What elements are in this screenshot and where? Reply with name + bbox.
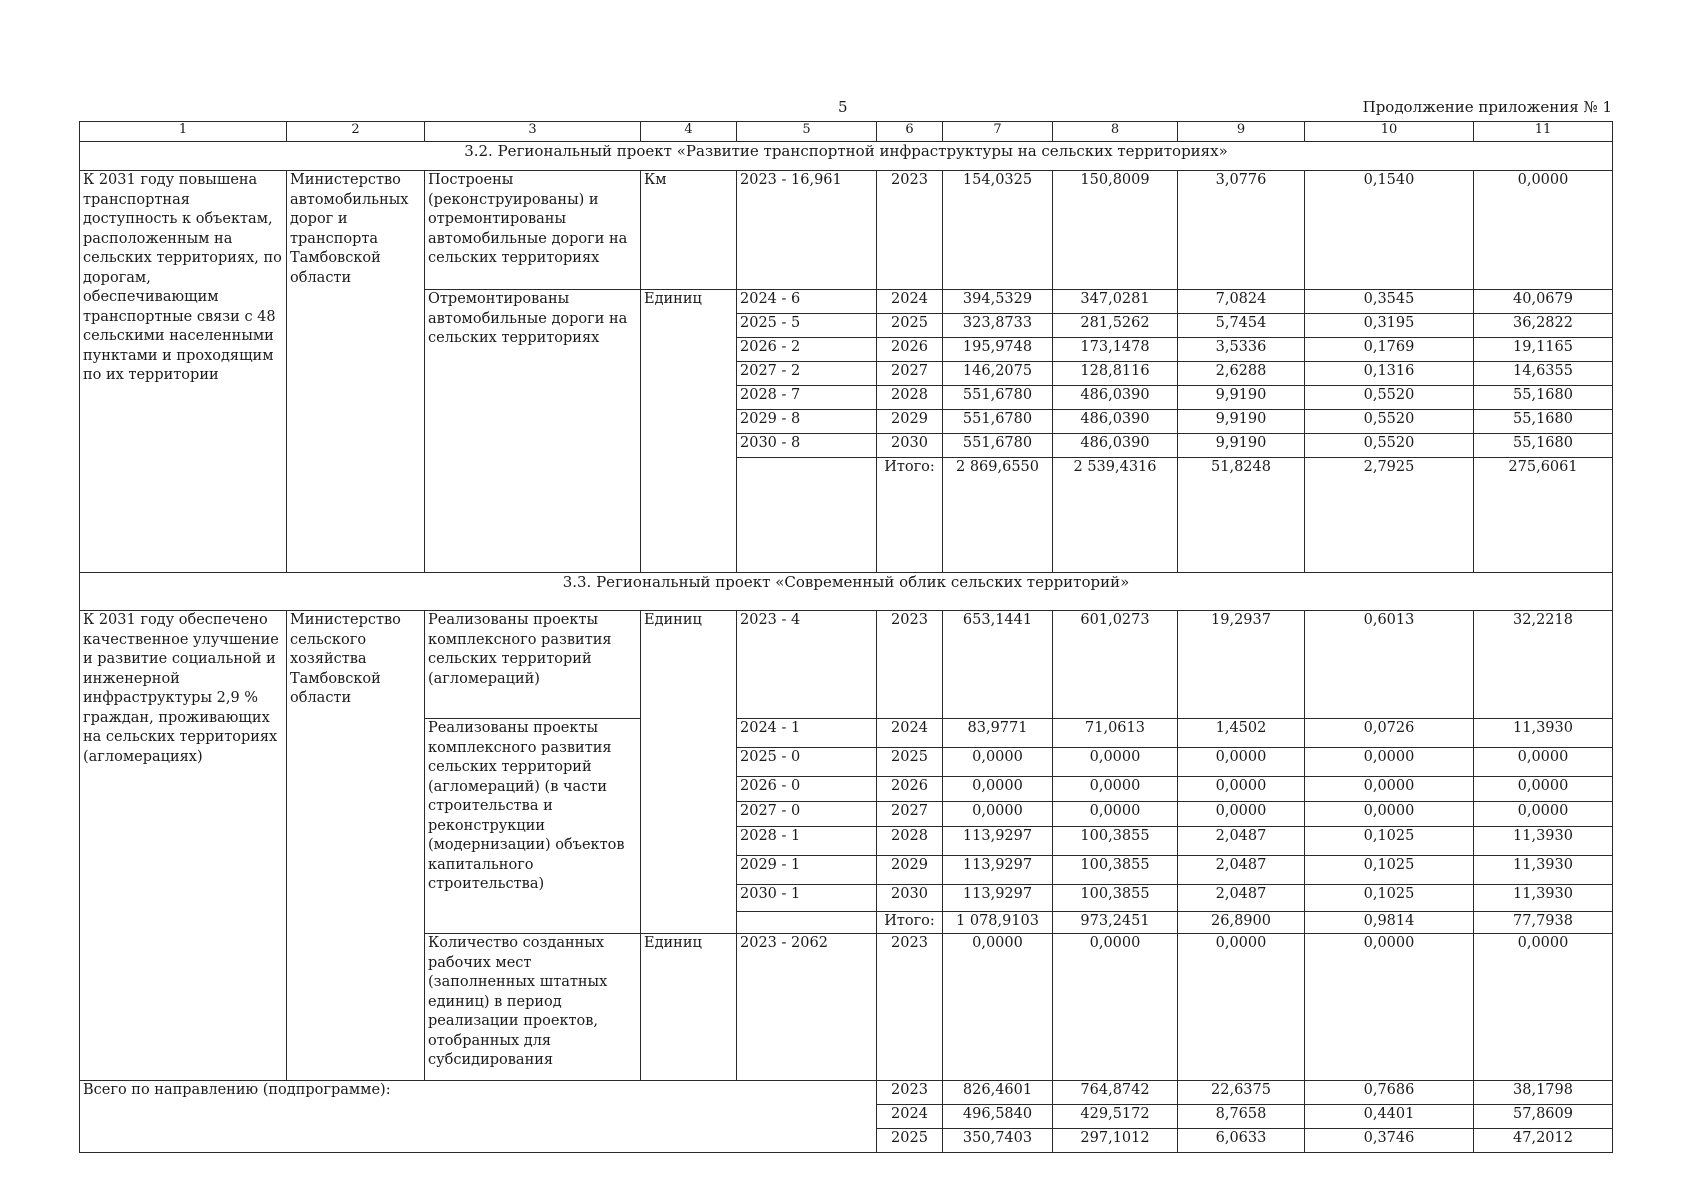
value-cell-c11: 57,8609 xyxy=(1474,1105,1613,1129)
value-cell-c9: 2,0487 xyxy=(1178,827,1305,856)
value-cell-c9: 3,5336 xyxy=(1178,338,1305,362)
total-label: Итого: xyxy=(877,458,943,573)
value-cell-c11: 0,0000 xyxy=(1474,934,1613,1081)
value-cell-c8: 281,5262 xyxy=(1053,314,1178,338)
value-cell-c11: 47,2012 xyxy=(1474,1129,1613,1153)
value-cell-c8: 0,0000 xyxy=(1053,748,1178,777)
value-cell-c8: 486,0390 xyxy=(1053,410,1178,434)
target-cell: 2024 - 1 xyxy=(737,719,877,748)
value-cell-c11: 275,6061 xyxy=(1474,458,1613,573)
value-cell-c11: 14,6355 xyxy=(1474,362,1613,386)
value-cell-c8: 173,1478 xyxy=(1053,338,1178,362)
value-cell-c10: 0,0000 xyxy=(1305,802,1474,827)
value-cell-c10: 0,1025 xyxy=(1305,827,1474,856)
total-label: Итого: xyxy=(877,912,943,934)
unit-cell: Единиц xyxy=(641,290,737,573)
value-cell-c10: 0,0726 xyxy=(1305,719,1474,748)
value-cell-c8: 71,0613 xyxy=(1053,719,1178,748)
value-cell-c8: 486,0390 xyxy=(1053,386,1178,410)
value-cell-c9: 2,6288 xyxy=(1178,362,1305,386)
value-cell-c11: 38,1798 xyxy=(1474,1081,1613,1105)
year-cell: 2030 xyxy=(877,885,943,912)
value-cell-c10: 0,1769 xyxy=(1305,338,1474,362)
value-cell-c8: 429,5172 xyxy=(1053,1105,1178,1129)
value-cell-c9: 51,8248 xyxy=(1178,458,1305,573)
value-cell-c7: 0,0000 xyxy=(943,934,1053,1081)
value-cell-c10: 0,3195 xyxy=(1305,314,1474,338)
value-cell-c10: 0,1316 xyxy=(1305,362,1474,386)
target-cell: 2026 - 0 xyxy=(737,777,877,802)
value-cell-c10: 0,5520 xyxy=(1305,410,1474,434)
year-cell: 2027 xyxy=(877,802,943,827)
value-cell-c7: 496,5840 xyxy=(943,1105,1053,1129)
year-cell: 2027 xyxy=(877,362,943,386)
value-cell-c11: 11,3930 xyxy=(1474,885,1613,912)
value-cell-c7: 113,9297 xyxy=(943,885,1053,912)
value-cell-c8: 100,3855 xyxy=(1053,885,1178,912)
column-number-9: 9 xyxy=(1178,122,1305,142)
value-cell-c11: 11,3930 xyxy=(1474,827,1613,856)
value-cell-c11: 0,0000 xyxy=(1474,171,1613,290)
target-cell: 2030 - 8 xyxy=(737,434,877,458)
year-cell: 2024 xyxy=(877,1105,943,1129)
target-cell: 2029 - 8 xyxy=(737,410,877,434)
year-cell: 2023 xyxy=(877,171,943,290)
target-cell: 2024 - 6 xyxy=(737,290,877,314)
target-cell: 2027 - 2 xyxy=(737,362,877,386)
year-cell: 2026 xyxy=(877,777,943,802)
value-cell-c8: 2 539,4316 xyxy=(1053,458,1178,573)
column-number-10: 10 xyxy=(1305,122,1474,142)
value-cell-c7: 653,1441 xyxy=(943,611,1053,719)
value-cell-c11: 40,0679 xyxy=(1474,290,1613,314)
section-title-3-2: 3.2. Региональный проект «Развитие транспортной инфраструктуры на сельских территориях» xyxy=(80,142,1613,171)
value-cell-c11: 0,0000 xyxy=(1474,802,1613,827)
value-cell-c7: 350,7403 xyxy=(943,1129,1053,1153)
result-description: К 2031 году обеспечено качественное улучшение и развитие социальной и инженерной инфраструктуры 2,9 % граждан, проживающих на сельских территориях (агломерациях) xyxy=(80,611,287,1081)
value-cell-c10: 0,5520 xyxy=(1305,386,1474,410)
value-cell-c9: 0,0000 xyxy=(1178,802,1305,827)
value-cell-c7: 826,4601 xyxy=(943,1081,1053,1105)
value-cell-c8: 486,0390 xyxy=(1053,434,1178,458)
value-cell-c7: 394,5329 xyxy=(943,290,1053,314)
value-cell-c11: 32,2218 xyxy=(1474,611,1613,719)
target-cell: 2028 - 1 xyxy=(737,827,877,856)
value-cell-c9: 9,9190 xyxy=(1178,410,1305,434)
unit-cell: Единиц xyxy=(641,934,737,1081)
value-cell-c8: 0,0000 xyxy=(1053,802,1178,827)
value-cell-c9: 9,9190 xyxy=(1178,434,1305,458)
value-cell-c7: 146,2075 xyxy=(943,362,1053,386)
value-cell-c7: 113,9297 xyxy=(943,827,1053,856)
value-cell-c9: 6,0633 xyxy=(1178,1129,1305,1153)
value-cell-c10: 0,3545 xyxy=(1305,290,1474,314)
value-cell-c9: 19,2937 xyxy=(1178,611,1305,719)
section-title-3-3: 3.3. Региональный проект «Современный облик сельских территорий» xyxy=(80,573,1613,611)
value-cell-c8: 973,2451 xyxy=(1053,912,1178,934)
year-cell: 2025 xyxy=(877,1129,943,1153)
value-cell-c10: 2,7925 xyxy=(1305,458,1474,573)
continuation-label: Продолжение приложения № 1 xyxy=(1362,98,1612,116)
value-cell-c8: 128,8116 xyxy=(1053,362,1178,386)
year-cell: 2025 xyxy=(877,748,943,777)
result-description: К 2031 году повышена транспортная доступность к объектам, расположенным на сельских территориях, по дорогам, обеспечивающим транспортные связи с 48 сельскими населенными пунктами и проходящим по их территории xyxy=(80,171,287,573)
year-cell: 2030 xyxy=(877,434,943,458)
value-cell-c10: 0,9814 xyxy=(1305,912,1474,934)
target-cell: 2023 - 2062 xyxy=(737,934,877,1081)
value-cell-c11: 36,2822 xyxy=(1474,314,1613,338)
target-cell: 2023 - 16,961 xyxy=(737,171,877,290)
year-cell: 2024 xyxy=(877,719,943,748)
value-cell-c11: 55,1680 xyxy=(1474,386,1613,410)
value-cell-c8: 601,0273 xyxy=(1053,611,1178,719)
summary-label: Всего по направлению (подпрограмме): xyxy=(80,1081,877,1153)
executor-name: Министерство сельского хозяйства Тамбовской области xyxy=(287,611,425,1081)
value-cell-c7: 195,9748 xyxy=(943,338,1053,362)
value-cell-c11: 0,0000 xyxy=(1474,777,1613,802)
year-cell: 2023 xyxy=(877,1081,943,1105)
value-cell-c11: 77,7938 xyxy=(1474,912,1613,934)
value-cell-c10: 0,0000 xyxy=(1305,934,1474,1081)
value-cell-c7: 1 078,9103 xyxy=(943,912,1053,934)
value-cell-c10: 0,1025 xyxy=(1305,856,1474,885)
value-cell-c9: 26,8900 xyxy=(1178,912,1305,934)
value-cell-c8: 297,1012 xyxy=(1053,1129,1178,1153)
value-cell-c7: 154,0325 xyxy=(943,171,1053,290)
target-cell: 2030 - 1 xyxy=(737,885,877,912)
value-cell-c9: 0,0000 xyxy=(1178,934,1305,1081)
appendix-table xyxy=(79,121,1613,1153)
value-cell-c9: 2,0487 xyxy=(1178,885,1305,912)
unit-cell: Единиц xyxy=(641,611,737,934)
column-number-6: 6 xyxy=(877,122,943,142)
unit-cell: Км xyxy=(641,171,737,290)
value-cell-c11: 0,0000 xyxy=(1474,748,1613,777)
value-cell-c9: 8,7658 xyxy=(1178,1105,1305,1129)
value-cell-c10: 0,1025 xyxy=(1305,885,1474,912)
value-cell-c9: 9,9190 xyxy=(1178,386,1305,410)
value-cell-c9: 22,6375 xyxy=(1178,1081,1305,1105)
column-number-1: 1 xyxy=(80,122,287,142)
value-cell-c9: 1,4502 xyxy=(1178,719,1305,748)
column-number-3: 3 xyxy=(425,122,641,142)
value-cell-c10: 0,6013 xyxy=(1305,611,1474,719)
value-cell-c10: 0,5520 xyxy=(1305,434,1474,458)
target-cell: 2025 - 0 xyxy=(737,748,877,777)
page-number: 5 xyxy=(838,98,848,116)
target-cell: 2028 - 7 xyxy=(737,386,877,410)
value-cell-c9: 5,7454 xyxy=(1178,314,1305,338)
value-cell-c10: 0,7686 xyxy=(1305,1081,1474,1105)
value-cell-c11: 55,1680 xyxy=(1474,434,1613,458)
empty-cell xyxy=(737,458,877,573)
target-cell: 2023 - 4 xyxy=(737,611,877,719)
year-cell: 2029 xyxy=(877,856,943,885)
target-cell: 2025 - 5 xyxy=(737,314,877,338)
value-cell-c7: 0,0000 xyxy=(943,777,1053,802)
year-cell: 2028 xyxy=(877,827,943,856)
value-cell-c8: 100,3855 xyxy=(1053,827,1178,856)
value-cell-c8: 0,0000 xyxy=(1053,777,1178,802)
year-cell: 2024 xyxy=(877,290,943,314)
column-number-4: 4 xyxy=(641,122,737,142)
target-cell: 2026 - 2 xyxy=(737,338,877,362)
indicator-name: Реализованы проекты комплексного развития сельских территорий (агломераций) xyxy=(425,611,641,719)
value-cell-c9: 2,0487 xyxy=(1178,856,1305,885)
column-number-11: 11 xyxy=(1474,122,1613,142)
value-cell-c9: 0,0000 xyxy=(1178,748,1305,777)
value-cell-c11: 11,3930 xyxy=(1474,719,1613,748)
indicator-name: Реализованы проекты комплексного развития сельских территорий (агломераций) (в части строительства и реконструкции (модернизации) объектов капитального строительства) xyxy=(425,719,641,934)
executor-name: Министерство автомобильных дорог и транспорта Тамбовской области xyxy=(287,171,425,573)
value-cell-c10: 0,1540 xyxy=(1305,171,1474,290)
value-cell-c8: 764,8742 xyxy=(1053,1081,1178,1105)
value-cell-c11: 19,1165 xyxy=(1474,338,1613,362)
column-number-2: 2 xyxy=(287,122,425,142)
indicator-name: Отремонтированы автомобильные дороги на сельских территориях xyxy=(425,290,641,573)
value-cell-c10: 0,0000 xyxy=(1305,748,1474,777)
target-cell: 2029 - 1 xyxy=(737,856,877,885)
value-cell-c11: 11,3930 xyxy=(1474,856,1613,885)
column-number-7: 7 xyxy=(943,122,1053,142)
value-cell-c8: 0,0000 xyxy=(1053,934,1178,1081)
value-cell-c7: 2 869,6550 xyxy=(943,458,1053,573)
year-cell: 2025 xyxy=(877,314,943,338)
year-cell: 2026 xyxy=(877,338,943,362)
value-cell-c9: 0,0000 xyxy=(1178,777,1305,802)
year-cell: 2023 xyxy=(877,934,943,1081)
year-cell: 2023 xyxy=(877,611,943,719)
empty-cell xyxy=(737,912,877,934)
indicator-name: Построены (реконструированы) и отремонтированы автомобильные дороги на сельских территориях xyxy=(425,171,641,290)
year-cell: 2029 xyxy=(877,410,943,434)
value-cell-c10: 0,3746 xyxy=(1305,1129,1474,1153)
value-cell-c9: 3,0776 xyxy=(1178,171,1305,290)
value-cell-c7: 551,6780 xyxy=(943,386,1053,410)
value-cell-c10: 0,0000 xyxy=(1305,777,1474,802)
value-cell-c8: 150,8009 xyxy=(1053,171,1178,290)
value-cell-c10: 0,4401 xyxy=(1305,1105,1474,1129)
value-cell-c7: 0,0000 xyxy=(943,748,1053,777)
year-cell: 2028 xyxy=(877,386,943,410)
target-cell: 2027 - 0 xyxy=(737,802,877,827)
indicator-name: Количество созданных рабочих мест (заполненных штатных единиц) в период реализации проектов, отобранных для субсидирования xyxy=(425,934,641,1081)
column-number-8: 8 xyxy=(1053,122,1178,142)
value-cell-c8: 347,0281 xyxy=(1053,290,1178,314)
value-cell-c7: 551,6780 xyxy=(943,410,1053,434)
value-cell-c7: 0,0000 xyxy=(943,802,1053,827)
value-cell-c7: 113,9297 xyxy=(943,856,1053,885)
column-number-5: 5 xyxy=(737,122,877,142)
value-cell-c8: 100,3855 xyxy=(1053,856,1178,885)
value-cell-c9: 7,0824 xyxy=(1178,290,1305,314)
value-cell-c7: 551,6780 xyxy=(943,434,1053,458)
value-cell-c7: 83,9771 xyxy=(943,719,1053,748)
value-cell-c7: 323,8733 xyxy=(943,314,1053,338)
value-cell-c11: 55,1680 xyxy=(1474,410,1613,434)
